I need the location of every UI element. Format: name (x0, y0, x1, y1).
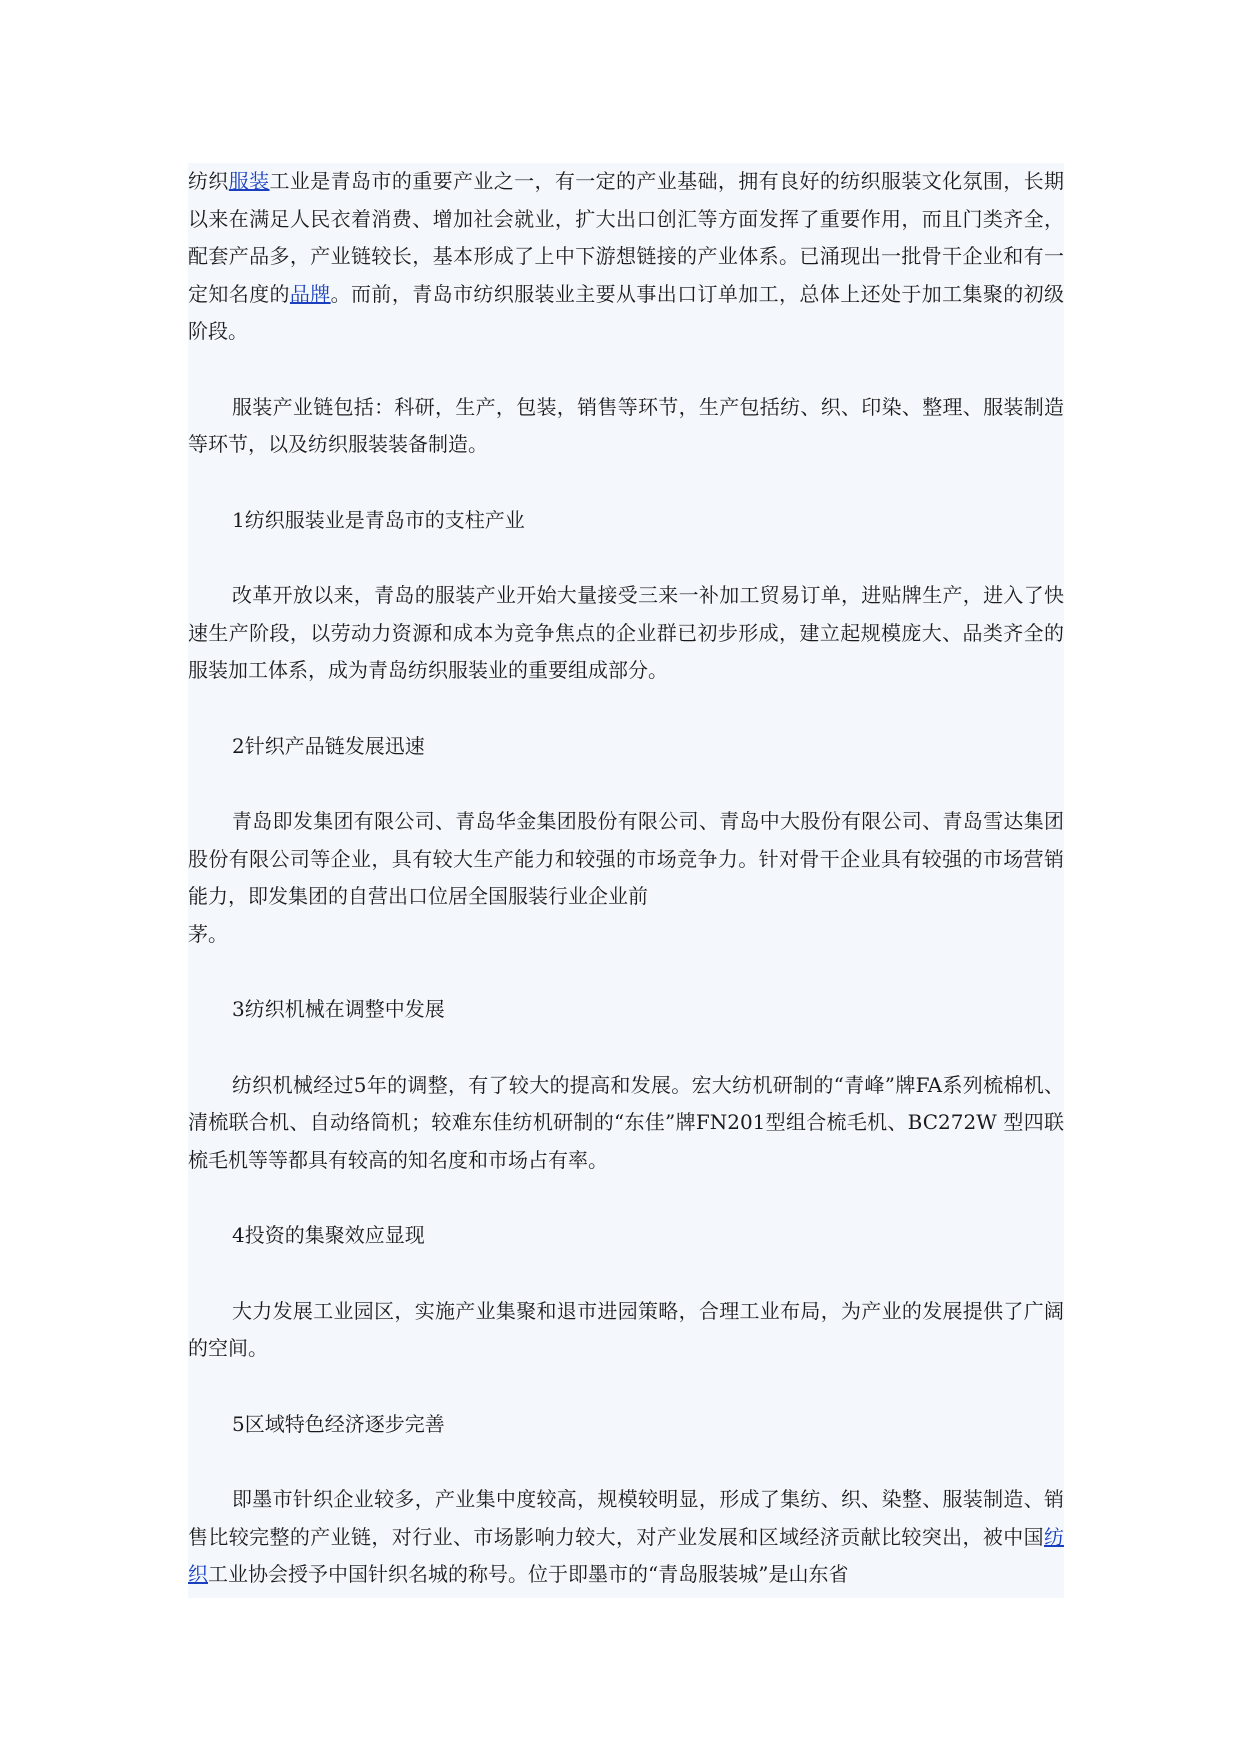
paragraph (188, 728, 1064, 766)
text-segment: 青岛即发集团有限公司、青岛华金集团股份有限公司、青岛中大股份有限公司、青岛雪达集团股份有限公司等企业，具有较大生产能力和较强的市场竞争力。针对骨干企业具有较强的市场营销能力，即发集团的自营出口位居全国服装行业企业前 (188, 809, 1064, 908)
article-body (188, 163, 1064, 1598)
paragraph-gap (188, 464, 1064, 502)
paragraph-gap (188, 765, 1064, 803)
text-segment: 5区域特色经济逐步完善 (232, 1411, 445, 1436)
paragraph-gap (188, 1179, 1064, 1217)
inline-link[interactable]: 品牌 (289, 281, 331, 306)
paragraph (188, 803, 1064, 953)
text-segment: 4投资的集聚效应显现 (232, 1223, 425, 1247)
paragraph-gap (188, 1255, 1064, 1293)
paragraph-gap (188, 690, 1064, 728)
text-segment: 纺织机械经过5年的调整，有了较大的提高和发展。宏大纺机研制的“青峰”牌FA系列梳棉机、清梳联合机、自动络筒机；较难东佳纺机研制的“东佳”牌FN201型组合梳毛机、BC272W 型四联梳毛机等等都具有较高的知名度和市场占有率。 (188, 1072, 1064, 1172)
text-segment: 。而前，青岛市纺织服装业主要从事出口订单加工，总体上还处于加工集聚的初级阶段。 (188, 281, 1065, 343)
paragraph (188, 577, 1064, 690)
paragraph (188, 991, 1064, 1029)
paragraph (188, 1293, 1064, 1368)
text-segment: 工业协会授予中国针织名城的称号。位于即墨市的“青岛服装城”是山东省 (208, 1562, 849, 1586)
paragraph (188, 502, 1064, 540)
text-segment: 2针织产品链发展迅速 (232, 733, 425, 758)
text-segment: 茅。 (188, 921, 228, 946)
paragraph-gap (188, 539, 1064, 577)
text-segment: 3纺织机械在调整中发展 (232, 997, 445, 1021)
paragraph (188, 163, 1064, 351)
paragraph (188, 389, 1064, 464)
paragraph-gap (188, 1443, 1064, 1481)
paragraph-gap (188, 1029, 1064, 1067)
paragraph (188, 1481, 1064, 1594)
text-segment: 工业是青岛市的重要产业之一，有一定的产业基础，拥有良好的纺织服装文化氛围，长期以来在满足人民衣着消费、增加社会就业，扩大出口创汇等方面发挥了重要作用，而且门类齐全，配套产品多，产业链较长，基本形成了上中下游想链接的产业体系。已涌现出一批骨干企业和有一定知名度的 (188, 169, 1065, 306)
text-segment: 大力发展工业园区，实施产业集聚和退市进园策略，合理工业布局，为产业的发展提供了广阔的空间。 (188, 1298, 1064, 1360)
paragraph-gap (188, 1368, 1064, 1406)
paragraph-gap (188, 953, 1064, 991)
text-segment: 改革开放以来，青岛的服装产业开始大量接受三来一补加工贸易订单，进贴牌生产，进入了快速生产阶段，以劳动力资源和成本为竞争焦点的企业群已初步形成，建立起规模庞大、品类齐全的服装加工体系，成为青岛纺织服装业的重要组成部分。 (188, 583, 1064, 682)
paragraph-gap (188, 351, 1064, 389)
paragraph (188, 1067, 1064, 1180)
inline-link[interactable]: 服装 (228, 169, 270, 193)
paragraph (188, 1406, 1064, 1444)
text-segment: 即墨市针织企业较多，产业集中度较高，规模较明显，形成了集纺、织、染整、服装制造、销售比较完整的产业链，对行业、市场影响力较大，对产业发展和区域经济贡献比较突出，被中国 (188, 1487, 1064, 1549)
text-segment: 纺织 (188, 169, 229, 193)
inline-link[interactable]: 纺织 (188, 1524, 1064, 1586)
text-segment: 服装产业链包括：科研，生产，包装，销售等环节，生产包括纺、织、印染、整理、服装制造等环节，以及纺织服装装备制造。 (188, 394, 1064, 456)
text-segment: 1纺织服装业是青岛市的支柱产业 (232, 507, 525, 532)
paragraph (188, 1217, 1064, 1255)
